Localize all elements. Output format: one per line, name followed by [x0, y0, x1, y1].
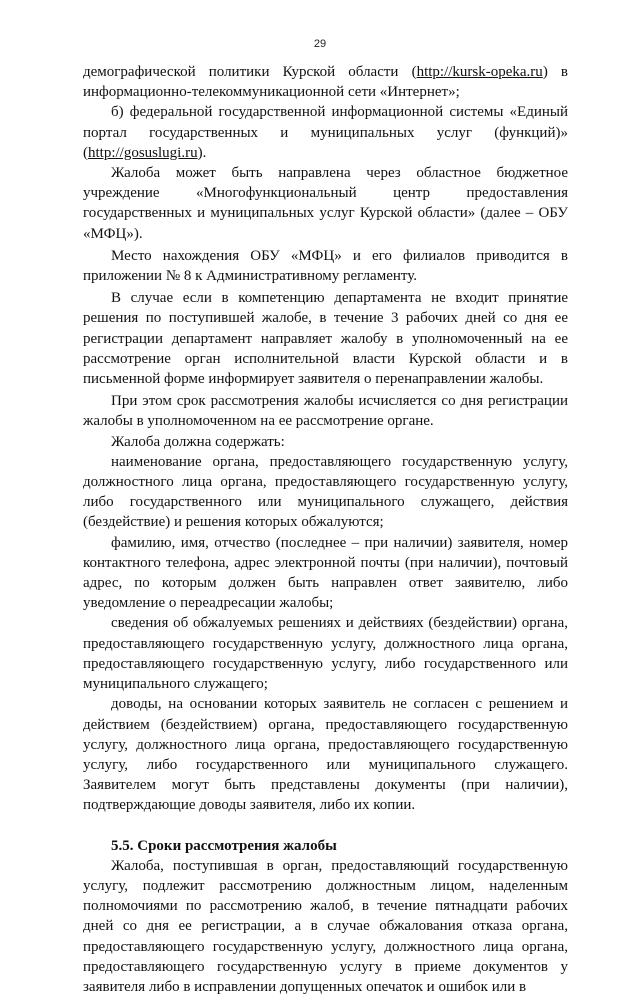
text-segment: ). — [197, 144, 207, 161]
kursk-opeka-link[interactable]: http://kursk-opeka.ru — [416, 64, 543, 80]
paragraph-7: Жалоба должна содержать: — [111, 433, 285, 450]
paragraph-9: фамилию, имя, отчество (последнее – при наличии) заявителя, номер контактного телефона, адрес электронной почты (при наличии), почтовый адрес, по которым должен быть направлен ответ заявителю, либо уведомление о переадресации жалобы; — [83, 534, 568, 612]
paragraph-8: наименование органа, предоставляющего государственную услугу, должностного лица органа, предоставляющего государственную услугу, либо государственного или муниципального служащего, действия (бездействие) и решения которых обжалуются; — [83, 453, 568, 531]
text-segment: б) федеральной государственной информационной системы «Единый портал государственных и муниципальных услуг (функций)» ( — [83, 104, 568, 161]
paragraph-2 — [83, 102, 568, 163]
gosuslugi-link[interactable]: http://gosuslugi.ru — [88, 144, 198, 161]
text-segment: ) в информационно-телекоммуникационной сети «Интернет»; — [83, 64, 569, 101]
text-segment: демографической политики Курской области ( — [83, 64, 417, 80]
paragraph-5: В случае если в компетенцию департамента не входит принятие решения по поступившей жалобе, в течение 3 рабочих дней со дня ее регистрации департамент направляет жалобу в уполномоченный на ее рассмотрение орган исполнительной власти Курской области и в письменной форме информирует заявителя о перенаправлении жалобы. — [83, 290, 568, 388]
page-number: 29 — [313, 38, 327, 50]
section-title: 5.5. Сроки рассмотрения жалобы — [111, 837, 337, 854]
section-paragraph: Жалоба, поступившая в орган, предоставляющий государственную услугу, подлежит рассмотрению должностным лицом, наделенным полномочиями по рассмотрению жалоб, в течение пятнадцати рабочих дней со дня ее регистрации, а в случае обжалования отказа органа, предоставляющего государственную услугу, должностного лица органа, предоставляющего государственную услугу в приеме документов у заявителя либо в исправлении допущенных опечаток и ошибок или в — [83, 857, 568, 995]
document-body — [83, 62, 568, 997]
paragraph-10: сведения об обжалуемых решениях и действиях (бездействии) органа, предоставляющего государственную услугу, должностного лица органа, предоставляющего государственную услугу, либо государственного или муниципального служащего; — [83, 615, 568, 693]
paragraph-1 — [83, 62, 568, 102]
paragraph-11: доводы, на основании которых заявитель не согласен с решением и действием (бездействием) органа, предоставляющего государственную услугу, должностного лица органа, предоставляющего государственную услугу, либо государственного или муниципального служащего. Заявителем могут быть представлены документы (при наличии), подтверждающие доводы заявителя, либо их копии. — [83, 696, 568, 814]
paragraph-6: При этом срок рассмотрения жалобы исчисляется со дня регистрации жалобы в уполномоченном на ее рассмотрение органе. — [83, 393, 568, 430]
paragraph-4: Место нахождения ОБУ «МФЦ» и его филиалов приводится в приложении № 8 к Административному регламенту. — [83, 247, 568, 285]
paragraph-3: Жалоба может быть направлена через областное бюджетное учреждение «Многофункциональный центр предоставления государственных и муниципальных услуг Курской области» (далее – ОБУ «МФЦ»). — [83, 165, 568, 242]
